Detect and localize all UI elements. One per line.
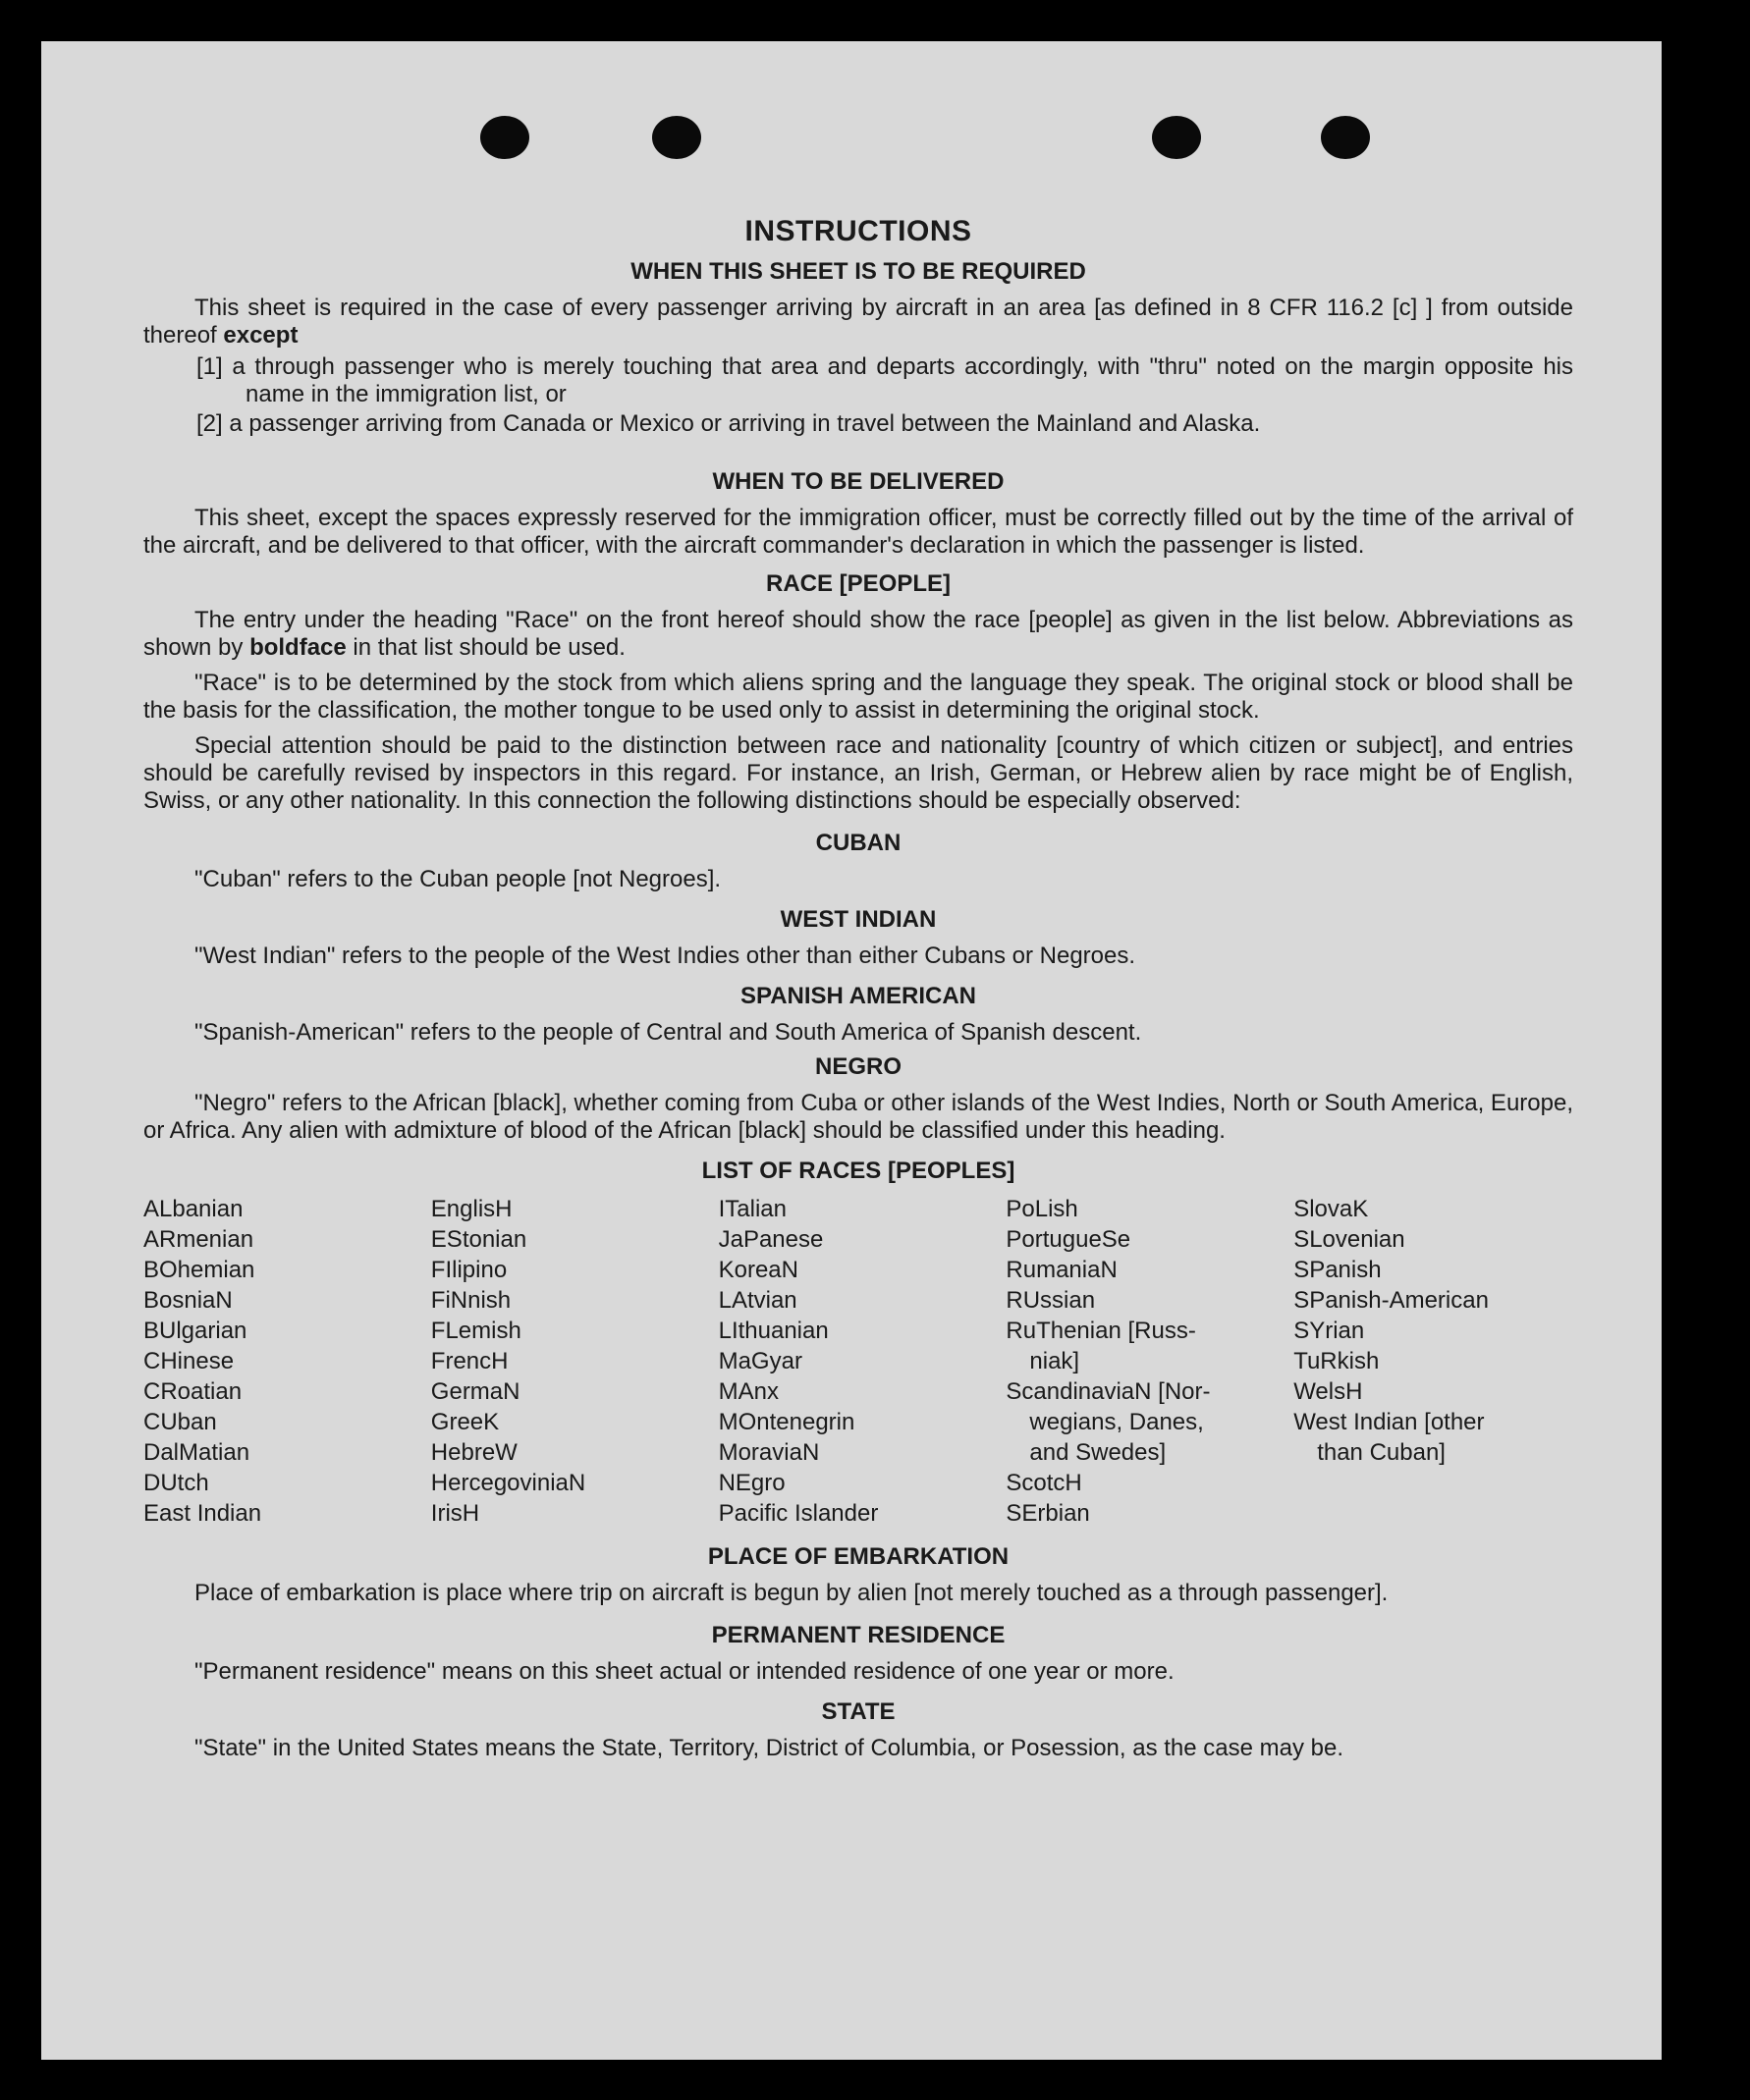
race-entry: ITalian <box>718 1196 787 1222</box>
race-entry: CHinese <box>143 1348 235 1374</box>
spanish-american-heading: SPANISH AMERICAN <box>739 983 976 1009</box>
race-entry: MoraviaN <box>718 1439 820 1466</box>
negro-heading: NEGRO <box>814 1053 902 1080</box>
race-entry: LIthuanian <box>718 1318 829 1344</box>
race-entry: SErbian <box>1006 1500 1090 1527</box>
race-entry: ARmenian <box>143 1226 254 1253</box>
residence-text: "Permanent residence" means on this sheet actual or intended residence of one year or more. <box>194 1658 1175 1685</box>
races-column <box>1293 1194 1573 1529</box>
punch-hole <box>1321 116 1370 159</box>
race-entry: PoLish <box>1006 1196 1078 1222</box>
race-entry: DalMatian <box>143 1439 250 1466</box>
race-entry: TuRkish <box>1293 1348 1380 1374</box>
race-entry: FrencH <box>430 1348 509 1374</box>
race-entry: wegians, Danes, <box>1029 1409 1204 1435</box>
race-entry: niak] <box>1029 1348 1080 1374</box>
page-title: INSTRUCTIONS <box>744 215 972 247</box>
punch-hole <box>480 116 529 159</box>
required-intro-text: This sheet is required in the case of every passenger arriving by aircraft in an area [as defined in 8 CFR 116.2 [c] ] from outside thereof <box>143 295 1573 349</box>
race-entry: BUlgarian <box>143 1318 247 1344</box>
residence-heading: PERMANENT RESIDENCE <box>711 1622 1006 1648</box>
instructions-content <box>143 208 1573 1762</box>
race-entry: JaPanese <box>718 1226 824 1253</box>
cuban-heading: CUBAN <box>815 830 902 856</box>
cuban-text: "Cuban" refers to the Cuban people [not Negroes]. <box>194 866 722 892</box>
race-entry: NEgro <box>718 1470 786 1496</box>
race-entry: PortugueSe <box>1006 1226 1131 1253</box>
state-text: "State" in the United States means the State, Territory, District of Columbia, or Posession, as the case may be. <box>194 1735 1344 1761</box>
race-entry: MaGyar <box>718 1348 802 1374</box>
required-heading: WHEN THIS SHEET IS TO BE REQUIRED <box>630 258 1086 285</box>
embarkation-text: Place of embarkation is place where trip on aircraft is begun by alien [not merely touched as a through passenger]. <box>194 1580 1389 1606</box>
race-entry: SPanish <box>1293 1257 1382 1283</box>
race-entry: EStonian <box>430 1226 527 1253</box>
race-entry: FLemish <box>430 1318 521 1344</box>
race-entry: RumaniaN <box>1006 1257 1118 1283</box>
race-p1-text: The entry under the heading "Race" on the front hereof should show the race [people] as given in the list below. Abbreviations as shown by <box>143 607 1573 661</box>
race-entry: GreeK <box>430 1409 500 1435</box>
punch-hole <box>1152 116 1201 159</box>
race-entry: KoreaN <box>718 1257 798 1283</box>
race-entry: SlovaK <box>1293 1196 1369 1222</box>
required-item-1: [1] a through passenger who is merely touching that area and departs accordingly, with "thru" noted on the margin opposite his name in the immigration list, or <box>196 353 1573 407</box>
race-entry: MOntenegrin <box>718 1409 855 1435</box>
race-entry: East Indian <box>143 1500 262 1527</box>
races-column <box>143 1194 423 1529</box>
state-heading: STATE <box>821 1698 896 1725</box>
race-entry: ScotcH <box>1006 1470 1082 1496</box>
races-column <box>1006 1194 1285 1529</box>
race-entry: RUssian <box>1006 1287 1096 1314</box>
west-indian-heading: WEST INDIAN <box>780 906 937 933</box>
race-entry: West Indian [other <box>1293 1409 1485 1435</box>
race-entry: LAtvian <box>718 1287 797 1314</box>
west-indian-text: "West Indian" refers to the people of the West Indies other than either Cubans or Negroes. <box>194 942 1136 969</box>
race-entry: RuThenian [Russ- <box>1006 1318 1196 1344</box>
race-entry: ALbanian <box>143 1196 244 1222</box>
races-column <box>431 1194 711 1529</box>
race-entry: MAnx <box>718 1378 779 1405</box>
embarkation-heading: PLACE OF EMBARKATION <box>707 1543 1010 1570</box>
race-paragraph-2: "Race" is to be determined by the stock from which aliens spring and the language they speak. The original stock or blood shall be the basis for the classification, the mother tongue to be used only to assist in determining the original stock. <box>143 670 1573 724</box>
delivered-text: This sheet, except the spaces expressly reserved for the immigration officer, must be correctly filled out by the time of the arrival of the aircraft, and be delivered to that officer, with the aircraft commander's declaration in which the passenger is listed. <box>143 505 1573 559</box>
race-p1-end: in that list should be used. <box>353 634 626 661</box>
race-entry: CUban <box>143 1409 217 1435</box>
race-paragraph-1 <box>143 607 1573 662</box>
race-entry: BosniaN <box>143 1287 233 1314</box>
spanish-american-text: "Spanish-American" refers to the people of Central and South America of Spanish descent. <box>194 1019 1142 1046</box>
race-entry: DUtch <box>143 1470 209 1496</box>
race-heading: RACE [PEOPLE] <box>765 570 951 597</box>
race-paragraph-3: Special attention should be paid to the distinction between race and nationality [country of which citizen or subject], and entries should be carefully revised by inspectors in this regard. For instance, an Irish, German, or Hebrew alien by race might be of English, Swiss, or any other nationality. In this connection the following distinctions should be especially observed: <box>143 732 1573 814</box>
race-entry: ScandinaviaN [Nor- <box>1006 1378 1211 1405</box>
race-entry: FIlipino <box>430 1257 508 1283</box>
race-entry: CRoatian <box>143 1378 243 1405</box>
race-entry: IrisH <box>430 1500 480 1527</box>
race-entry: SLovenian <box>1293 1226 1405 1253</box>
race-entry: BOhemian <box>143 1257 255 1283</box>
delivered-heading: WHEN TO BE DELIVERED <box>712 468 1005 495</box>
except-word: except <box>223 322 299 349</box>
negro-text: "Negro" refers to the African [black], whether coming from Cuba or other islands of the West Indies, North or South America, Europe, or Africa. Any alien with admixture of blood of the African [black] should be classified under this heading. <box>143 1090 1573 1144</box>
race-entry: than Cuban] <box>1317 1439 1446 1466</box>
race-entry: Pacific Islander <box>718 1500 879 1527</box>
race-entry: HebreW <box>430 1439 518 1466</box>
boldface-word: boldface <box>249 634 347 661</box>
race-entry: WelsH <box>1293 1378 1363 1405</box>
races-column <box>719 1194 999 1529</box>
document-sheet <box>41 41 1662 2060</box>
required-intro <box>143 295 1573 350</box>
race-entry: SPanish-American <box>1293 1287 1489 1314</box>
race-entry: GermaN <box>430 1378 520 1405</box>
race-entry: SYrian <box>1293 1318 1365 1344</box>
race-entry: and Swedes] <box>1029 1439 1167 1466</box>
race-entry: EnglisH <box>430 1196 513 1222</box>
races-list-heading: LIST OF RACES [PEOPLES] <box>701 1158 1015 1184</box>
race-entry: FiNnish <box>430 1287 512 1314</box>
race-entry: HercegoviniaN <box>430 1470 586 1496</box>
punch-hole <box>652 116 701 159</box>
races-list <box>143 1194 1573 1529</box>
required-item-2: [2] a passenger arriving from Canada or Mexico or arriving in travel between the Mainland and Alaska. <box>196 410 1261 437</box>
